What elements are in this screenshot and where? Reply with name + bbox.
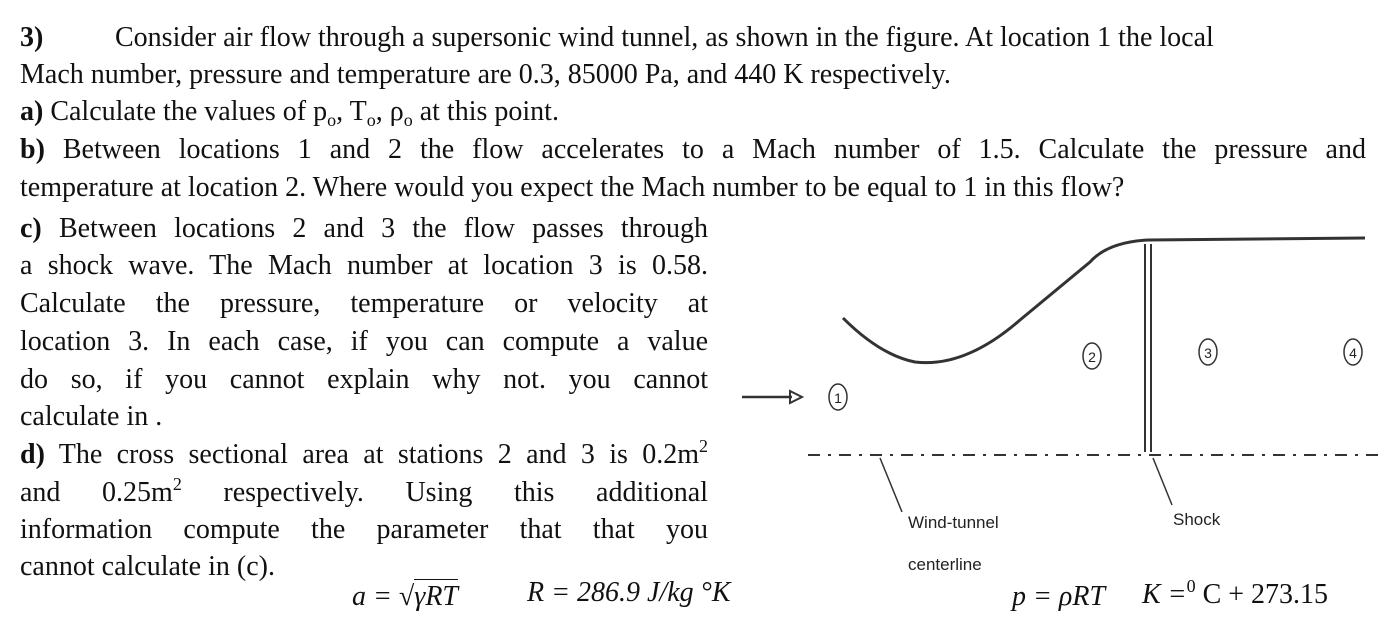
gas-constant-formula: R = 286.9 J/kg °K — [527, 577, 731, 608]
kelvin-lhs: K = — [1142, 579, 1187, 610]
sqrt-symbol: √ — [398, 581, 415, 612]
kelvin-superscript: 0 — [1186, 576, 1196, 596]
part-c-line-6: calculate in . — [20, 401, 163, 432]
station-1-marker — [829, 384, 847, 410]
problem-number: 3) — [20, 22, 44, 53]
part-d-text-2b: respectively. Using this additional — [181, 477, 708, 508]
subscript-o: o — [403, 110, 413, 130]
superscript-2: 2 — [172, 474, 182, 494]
part-c-line-2: a shock wave. The Mach number at location 3 is 0.58. — [20, 250, 708, 281]
part-b-text-1: Between locations 1 and 2 the flow accelerates to a Mach number of 1.5. Calculate the pressure and — [44, 134, 1366, 165]
part-c-text-1: Between locations 2 and 3 the flow passes through — [41, 213, 708, 244]
part-c-label: c) — [20, 213, 42, 244]
station-2-label: 2 — [1088, 349, 1096, 365]
superscript-2: 2 — [699, 436, 708, 456]
part-a-rho: , ρ — [375, 96, 404, 127]
subscript-o: o — [366, 110, 376, 130]
intro-line-2: Mach number, pressure and temperature are 0.3, 85000 Pa, and 440 K respectively. — [20, 59, 951, 90]
station-4-marker — [1344, 339, 1362, 365]
ideal-gas-formula: p = ρRT — [1012, 581, 1106, 612]
part-d-line-4: cannot calculate in (c). — [20, 551, 275, 582]
part-d-line-3: information compute the parameter that that you — [20, 514, 708, 545]
part-b-label: b) — [20, 134, 45, 165]
station-3-marker — [1199, 339, 1217, 365]
part-c-line-4: location 3. In each case, if you can compute a value — [20, 326, 708, 357]
part-d-label: d) — [20, 439, 45, 470]
station-3-label: 3 — [1204, 345, 1212, 361]
subscript-o: o — [327, 110, 337, 130]
part-a-text: Calculate the values of p — [43, 96, 328, 127]
station-1-label: 1 — [834, 390, 842, 406]
part-d-text-2a: and 0.25m — [20, 477, 173, 508]
intro-text-1: Consider air flow through a supersonic wind tunnel, as shown in the figure. At location 1 the local — [115, 22, 1214, 53]
centerline-label-1: Wind-tunnel — [908, 513, 999, 532]
kelvin-rhs: C + 273.15 — [1195, 579, 1329, 610]
part-a-T: , T — [336, 96, 367, 127]
part-a-label: a) — [20, 96, 44, 127]
shock-leader — [1153, 458, 1172, 505]
part-c-line-5: do so, if you cannot explain why not. you cannot — [20, 364, 708, 395]
part-c-line-3: Calculate the pressure, temperature or velocity at — [20, 288, 708, 319]
sound-speed-rhs: γRT — [414, 581, 458, 612]
station-4-label: 4 — [1349, 345, 1357, 361]
part-b-line-2: temperature at location 2. Where would you expect the Mach number to be equal to 1 in this flow? — [20, 172, 1125, 203]
station-2-marker — [1083, 343, 1101, 369]
centerline-leader — [880, 458, 902, 512]
part-d-text-1: The cross sectional area at stations 2 and 3 is 0.2m — [44, 439, 699, 470]
part-a-text-post: at this point. — [412, 96, 559, 127]
centerline-label-2: centerline — [908, 555, 982, 574]
shock-label: Shock — [1173, 510, 1221, 529]
sound-speed-lhs: a = — [352, 581, 392, 612]
tunnel-wall — [843, 238, 1365, 363]
